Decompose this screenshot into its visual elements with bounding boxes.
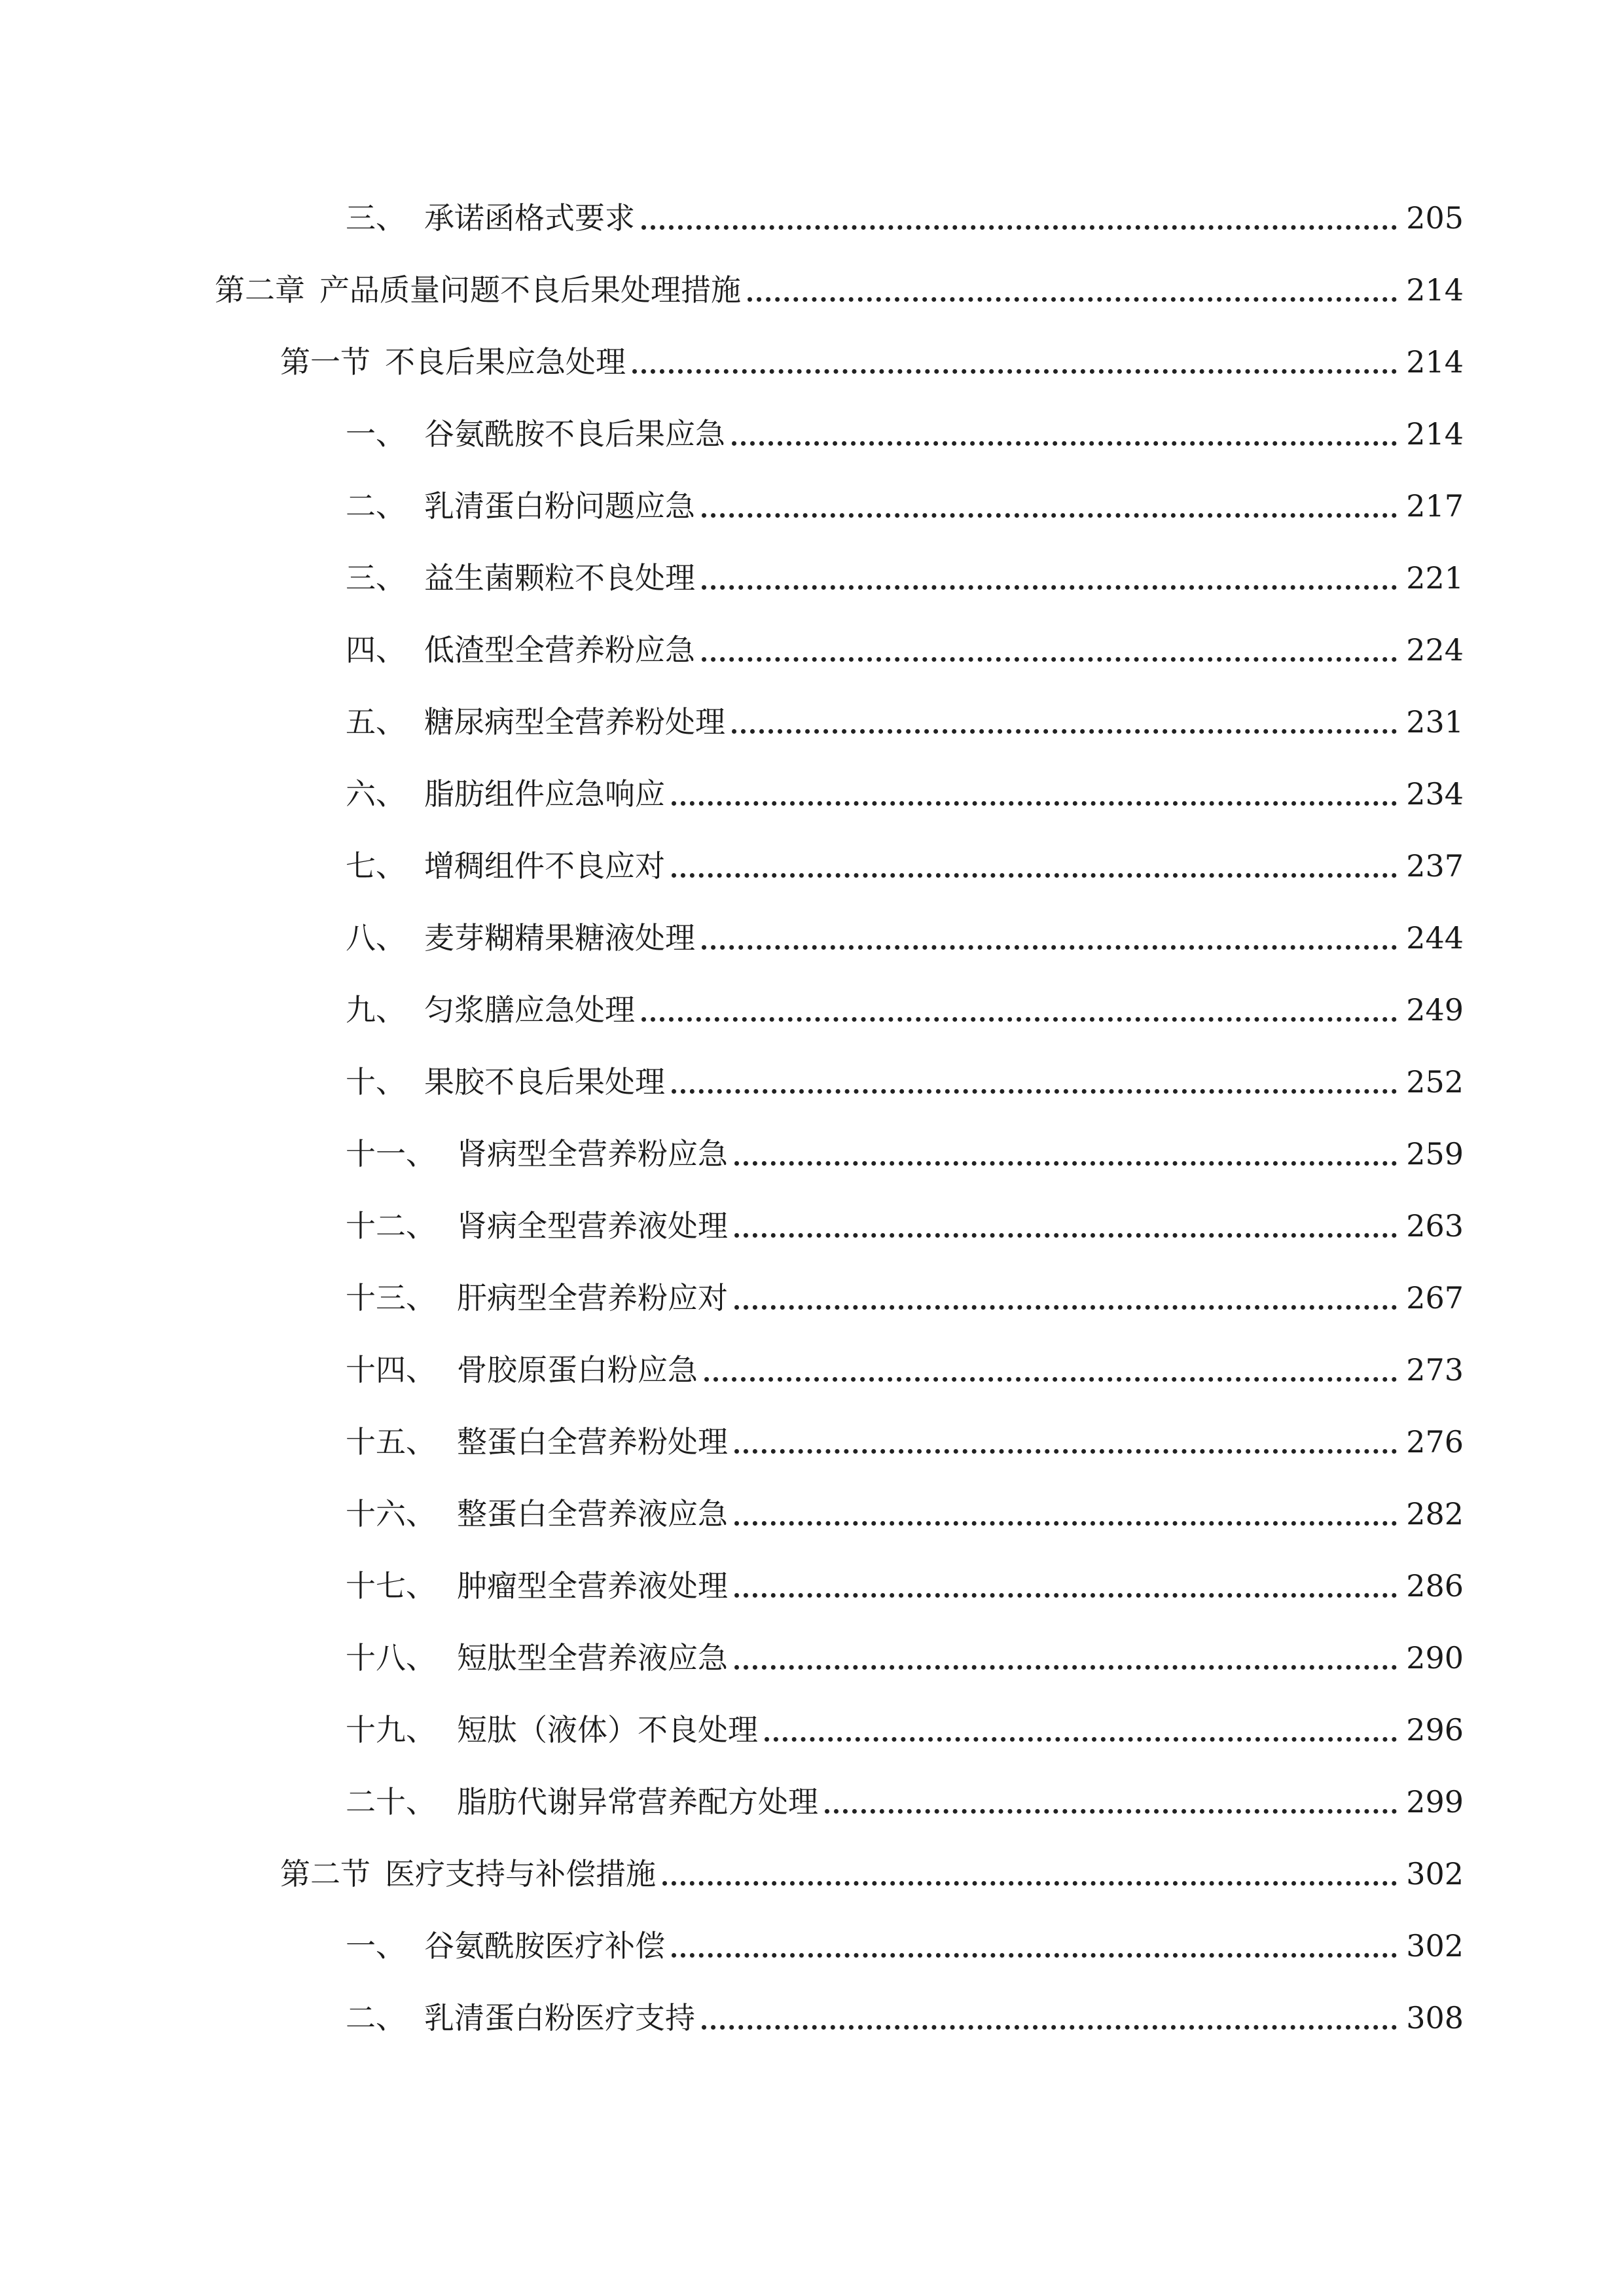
toc-entry-page: 282 [1406, 1496, 1464, 1532]
toc-entry-page: 290 [1406, 1640, 1464, 1676]
dot-leader [734, 1593, 1397, 1598]
toc-entry-number: 三、 [346, 200, 406, 236]
toc-entry-title: 果胶不良后果处理 [424, 1064, 665, 1100]
dot-leader [734, 1161, 1397, 1166]
toc-entry[interactable] [346, 1334, 1464, 1406]
toc-entry[interactable] [346, 614, 1464, 686]
toc-entry-number: 五、 [346, 704, 406, 740]
toc-entry-page: 237 [1406, 848, 1464, 884]
toc-entry-number: 一、 [346, 1928, 406, 1964]
toc-entry-title: 产品质量问题不良后果处理措施 [319, 272, 741, 308]
toc-entry-title: 肾病全型营养液处理 [457, 1208, 728, 1244]
toc-entry-page: 214 [1406, 416, 1464, 452]
toc-entry-number: 第二节 [280, 1856, 370, 1892]
toc-entry-number: 十八、 [346, 1640, 436, 1676]
toc-entry-number: 十、 [346, 1064, 406, 1100]
toc-entry-page: 263 [1406, 1208, 1464, 1244]
dot-leader [702, 945, 1397, 950]
toc-entry-title: 糖尿病型全营养粉处理 [424, 704, 725, 740]
toc-entry-page: 299 [1406, 1784, 1464, 1820]
toc-entry-page: 308 [1406, 2000, 1464, 2036]
toc-entry[interactable] [346, 974, 1464, 1046]
toc-entry-page: 276 [1406, 1424, 1464, 1460]
toc-entry[interactable] [346, 1118, 1464, 1190]
toc-entry[interactable] [346, 902, 1464, 974]
toc-entry-page: 217 [1406, 488, 1464, 524]
toc-entry-title: 肾病型全营养粉应急 [457, 1136, 728, 1172]
toc-entry-title: 短肽型全营养液应急 [457, 1640, 728, 1676]
toc-entry-number: 一、 [346, 416, 406, 452]
toc-entry[interactable] [346, 830, 1464, 902]
toc-entry-page: 221 [1406, 560, 1464, 596]
dot-leader [632, 369, 1397, 374]
dot-leader [734, 1665, 1397, 1670]
dot-leader [702, 585, 1397, 590]
toc-section-entry[interactable] [280, 326, 1464, 398]
toc-entry-number: 七、 [346, 848, 406, 884]
toc-entry[interactable] [346, 542, 1464, 614]
toc-entry-title: 医疗支持与补偿措施 [385, 1856, 656, 1892]
toc-entry[interactable] [346, 182, 1464, 254]
toc-entry-title: 肿瘤型全营养液处理 [457, 1568, 728, 1604]
toc-entry-number: 十九、 [346, 1712, 436, 1748]
dot-leader [672, 1953, 1397, 1958]
toc-entry-title: 乳清蛋白粉问题应急 [424, 488, 695, 524]
dot-leader [672, 873, 1397, 878]
toc-entry-page: 286 [1406, 1568, 1464, 1604]
toc-entry-page: 273 [1406, 1352, 1464, 1388]
toc-chapter-entry[interactable] [215, 254, 1464, 326]
toc-entry-number: 第一节 [280, 344, 370, 380]
toc-entry[interactable] [346, 1262, 1464, 1334]
toc-entry-page: 234 [1406, 776, 1464, 812]
toc-entry-number: 十二、 [346, 1208, 436, 1244]
toc-entry-number: 十六、 [346, 1496, 436, 1532]
toc-entry-page: 249 [1406, 992, 1464, 1028]
dot-leader [734, 1521, 1397, 1526]
toc-entry-number: 十五、 [346, 1424, 436, 1460]
toc-entry-page: 252 [1406, 1064, 1464, 1100]
toc-entry-number: 六、 [346, 776, 406, 812]
toc-entry[interactable] [346, 1550, 1464, 1622]
toc-entry-page: 296 [1406, 1712, 1464, 1748]
toc-entry[interactable] [346, 758, 1464, 830]
toc-entry-number: 十四、 [346, 1352, 436, 1388]
toc-entry-page: 214 [1406, 344, 1464, 380]
toc-entry-title: 谷氨酰胺不良后果应急 [424, 416, 725, 452]
toc-entry-title: 匀浆膳应急处理 [424, 992, 635, 1028]
dot-leader [825, 1809, 1397, 1814]
dot-leader [641, 225, 1397, 230]
toc-entry-title: 不良后果应急处理 [385, 344, 626, 380]
toc-entry[interactable] [346, 1478, 1464, 1550]
toc-entry-number: 九、 [346, 992, 406, 1028]
toc-entry-title: 整蛋白全营养液应急 [457, 1496, 728, 1532]
toc-entry-page: 302 [1406, 1856, 1464, 1892]
toc-entry-title: 谷氨酰胺医疗补偿 [424, 1928, 665, 1964]
toc-entry-page: 231 [1406, 704, 1464, 740]
toc-entry-number: 十七、 [346, 1568, 436, 1604]
toc-entry-page: 205 [1406, 200, 1464, 236]
toc-entry-number: 二、 [346, 2000, 406, 2036]
dot-leader [672, 801, 1397, 806]
toc-entry[interactable] [346, 1046, 1464, 1118]
toc-entry-title: 整蛋白全营养粉处理 [457, 1424, 728, 1460]
toc-entry[interactable] [346, 1694, 1464, 1766]
dot-leader [765, 1737, 1397, 1742]
toc-entry[interactable] [346, 1766, 1464, 1838]
toc-entry-number: 三、 [346, 560, 406, 596]
toc-entry-title: 益生菌颗粒不良处理 [424, 560, 695, 596]
dot-leader [734, 1449, 1397, 1454]
dot-leader [672, 1089, 1397, 1094]
dot-leader [702, 2025, 1397, 2030]
toc-entry[interactable] [346, 1406, 1464, 1478]
toc-entry[interactable] [346, 398, 1464, 470]
toc-entry-page: 224 [1406, 632, 1464, 668]
dot-leader [748, 297, 1397, 302]
toc-entry-number: 二、 [346, 488, 406, 524]
toc-entry-title: 骨胶原蛋白粉应急 [457, 1352, 698, 1388]
toc-entry-page: 302 [1406, 1928, 1464, 1964]
toc-entry-title: 短肽（液体）不良处理 [457, 1712, 758, 1748]
toc-entry-page: 259 [1406, 1136, 1464, 1172]
dot-leader [734, 1305, 1397, 1310]
toc-entry[interactable] [346, 470, 1464, 542]
toc-entry-page: 267 [1406, 1280, 1464, 1316]
toc-entry-title: 脂肪代谢异常营养配方处理 [457, 1784, 818, 1820]
toc-entry-title: 低渣型全营养粉应急 [424, 632, 695, 668]
toc-entry-number: 八、 [346, 920, 406, 956]
toc-entry[interactable] [346, 1190, 1464, 1262]
toc-entry[interactable] [346, 1982, 1464, 2054]
toc-entry[interactable] [346, 686, 1464, 758]
toc-entry-number: 四、 [346, 632, 406, 668]
toc-entry[interactable] [346, 1622, 1464, 1694]
toc-entry-title: 增稠组件不良应对 [424, 848, 665, 884]
toc-entry-page: 244 [1406, 920, 1464, 956]
toc-entry-title: 承诺函格式要求 [424, 200, 635, 236]
toc-entry-number: 十一、 [346, 1136, 436, 1172]
dot-leader [704, 1377, 1397, 1382]
toc-entry-number: 十三、 [346, 1280, 436, 1316]
dot-leader [662, 1881, 1397, 1886]
toc-entry-title: 肝病型全营养粉应对 [457, 1280, 728, 1316]
dot-leader [702, 513, 1397, 518]
toc-section-entry[interactable] [280, 1838, 1464, 1910]
toc-entry-number: 第二章 [215, 272, 305, 308]
toc-entry-title: 乳清蛋白粉医疗支持 [424, 2000, 695, 2036]
toc-entry-title: 麦芽糊精果糖液处理 [424, 920, 695, 956]
dot-leader [702, 657, 1397, 662]
toc-entry[interactable] [346, 1910, 1464, 1982]
dot-leader [732, 729, 1397, 734]
dot-leader [732, 441, 1397, 446]
dot-leader [641, 1017, 1397, 1022]
toc-entry-title: 脂肪组件应急响应 [424, 776, 665, 812]
dot-leader [734, 1233, 1397, 1238]
toc-entry-number: 二十、 [346, 1784, 436, 1820]
toc-entry-page: 214 [1406, 272, 1464, 308]
